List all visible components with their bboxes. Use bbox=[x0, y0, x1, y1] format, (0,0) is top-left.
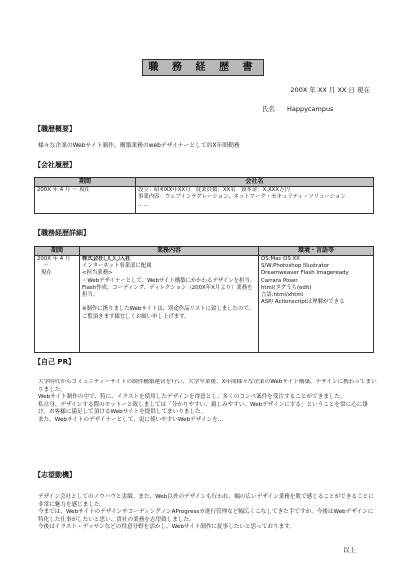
career-period-start: 200X 年 4 月 bbox=[37, 256, 71, 262]
career-detail-table bbox=[34, 246, 374, 353]
career-period-end: 現在 bbox=[41, 270, 52, 277]
career-env-cell bbox=[259, 256, 374, 353]
section-pr-heading: 【自己 PR】 bbox=[34, 358, 75, 366]
name-line bbox=[262, 104, 334, 113]
motive-text: デザイン会社としてのノウハウと実績、また、Web以外のデザインも行われ、幅の広いデザイン業務を肌で感じることができることに非常に魅力を感じました。 今までは、WebサイトのデザインやコーディングノンAProgressカ進行管理など幅広くこなしてきた手ですが、今後はWebデザインに特化した仕事がしたいと思い、貴社の業務を志望致しました。 今後はイラスト・デッサンなどの得意分野を活かし、Webサイト制作に従事したいと思っております。 bbox=[38, 494, 374, 531]
name-label: 氏名 bbox=[262, 105, 275, 113]
column-header-company: 会社名 bbox=[136, 178, 374, 187]
table-header-row bbox=[35, 178, 374, 187]
career-content: <担当業務> ・Webデザイナーとして、Webサイト構築にかかわるデザインを担当。 Flash作成、コーディング、ディレクション（200X年X月より）業務を担当。 ※制作に携りましたWebサイトは、別途作品リストに致しましたので、ご覧頂きます様宜しくお願い申し上げます。 bbox=[82, 270, 256, 320]
company-info-cell bbox=[136, 187, 374, 214]
company-history-table bbox=[34, 177, 374, 214]
section-motive-heading: 【志望動機】 bbox=[34, 471, 76, 479]
career-content-cell bbox=[80, 256, 259, 353]
section-summary-heading: 【職歴概要】 bbox=[34, 125, 76, 133]
career-dept: インターネット事業部に配属 bbox=[82, 263, 152, 270]
table-row bbox=[35, 187, 374, 214]
section-company-heading: 【会社履歴】 bbox=[34, 161, 76, 169]
column-header-env: 環境・言語等 bbox=[259, 247, 374, 256]
summary-text: 様々な企業のWebサイト制作、構築業務のwebデザイナーとして約X年間勤務 bbox=[38, 143, 240, 149]
career-company: 株式会社〇〇〇入社 bbox=[82, 256, 131, 262]
name-value: Happycampus bbox=[287, 105, 334, 113]
career-period-tilde: ～ bbox=[43, 263, 49, 270]
document-title: 職 務 経 歴 書 bbox=[142, 59, 264, 76]
career-env: OS:Mac OS XX S/W:Photoshop Illustrator Dreamweaver Flash Imageready Carrara Poser html(タグうち(edit) 言語:html/xhtml ASP/ Actionscriptは理解ができる bbox=[261, 256, 349, 306]
section-career-heading: 【職務経歴詳細】 bbox=[34, 229, 90, 237]
table-header-row bbox=[35, 247, 374, 256]
column-header-period: 期間 bbox=[35, 247, 80, 256]
closing-mark: 以上 bbox=[343, 546, 356, 554]
table-row bbox=[35, 256, 374, 353]
column-header-content: 業務内容 bbox=[80, 247, 259, 256]
date-line: 200X 年 XX 月 XX 日 現在 bbox=[290, 86, 370, 94]
pr-text: 大学時代からコミュニティーサイトの制作構築運営を行い、大学卒業後、X年間様々な企業のWebサイト構築、デザインに携わってまいりました。 Webサイト制作の中で、特に、イラストを使用したデザインを得意とし、多くのコンペ案件を受注することができました。 私自身、デザインする際のモットーと致しましては「分かりやすい、親しみやすい、Webデザインにする」ということを常に心に掛け、お客様に満足して頂けるWebサイトを提供してまいりました。 また、Webサイトのデザイナーとして、更に使いやすいWebデザインを… bbox=[38, 379, 377, 423]
column-header-period: 期間 bbox=[35, 178, 136, 187]
career-content-clip bbox=[82, 256, 256, 352]
company-period: 200X 年 4 月 ～ 現在 bbox=[35, 187, 136, 214]
career-period bbox=[35, 256, 80, 353]
company-info: 設立：昭和XX年XX月 従業員数：XX名 資本金：X,XXX万円 事業内容：ウェブインテグレーション、ネットワーク・セキュリティ・ソリューション …… bbox=[138, 187, 346, 208]
